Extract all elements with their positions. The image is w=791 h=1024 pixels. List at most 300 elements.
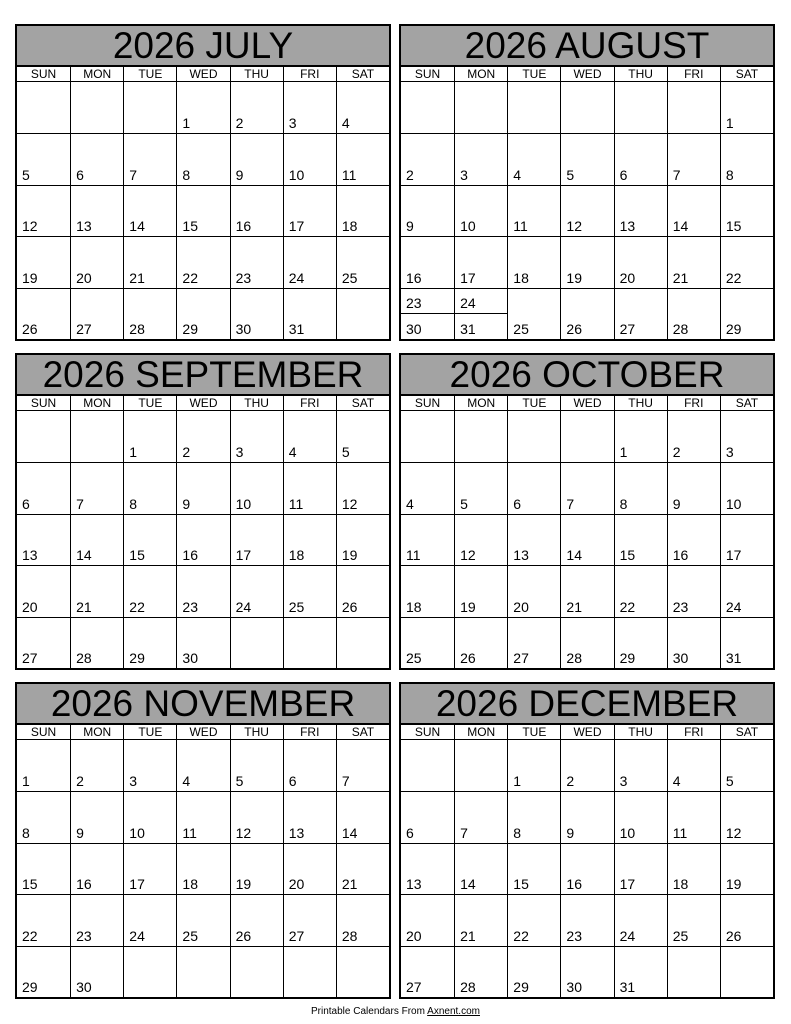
- day-number: 7: [460, 824, 468, 841]
- day-cell: [70, 82, 123, 133]
- month-grid: [399, 396, 775, 670]
- day-number: 12: [235, 824, 252, 841]
- day-cell: [336, 411, 389, 462]
- day-number: 27: [513, 650, 529, 666]
- day-cell: [614, 133, 667, 184]
- day-cell: [17, 462, 70, 513]
- day-cell: [401, 82, 454, 133]
- day-cell: [560, 185, 613, 236]
- day-number: 18: [406, 598, 422, 615]
- weekday-header: FRI: [283, 396, 336, 411]
- day-number: 12: [725, 824, 742, 841]
- day-cell: [507, 791, 560, 842]
- day-number: 18: [288, 547, 305, 564]
- day-number: 24: [725, 598, 742, 615]
- day-cell: [560, 411, 613, 462]
- day-number: 11: [406, 547, 421, 564]
- day-cell: [560, 791, 613, 842]
- day-cell: [123, 462, 176, 513]
- day-number: 8: [129, 495, 138, 512]
- day-number: 30: [182, 650, 198, 666]
- day-cell: [720, 133, 773, 184]
- day-number: 5: [725, 773, 734, 790]
- day-number: 31: [619, 979, 636, 995]
- day-number: 2: [566, 773, 575, 790]
- day-number: 4: [341, 115, 350, 132]
- day-number: 25: [288, 598, 305, 615]
- day-cell: [507, 617, 560, 668]
- day-number: 22: [129, 598, 145, 615]
- day-cell: [70, 740, 123, 791]
- day-cell: [720, 791, 773, 842]
- day-number: 3: [235, 444, 244, 461]
- day-cell: [283, 462, 336, 513]
- day-cell: [123, 236, 176, 287]
- day-cell: [336, 462, 389, 513]
- day-number: 16: [406, 269, 422, 286]
- day-number: 22: [619, 598, 636, 615]
- day-number: 4: [672, 773, 681, 790]
- day-cell: [123, 514, 176, 565]
- day-cell: [230, 843, 283, 894]
- day-cell: [560, 843, 613, 894]
- day-number: 28: [566, 650, 582, 666]
- day-number: 21: [76, 598, 92, 615]
- day-number: 6: [76, 166, 84, 183]
- weekday-header: TUE: [507, 67, 560, 82]
- day-number: 1: [513, 773, 522, 790]
- day-cell: [401, 185, 454, 236]
- day-cell: [230, 411, 283, 462]
- day-number: 1: [22, 773, 30, 790]
- day-number: 25: [513, 321, 529, 337]
- weekday-header: MON: [454, 396, 507, 411]
- day-number: 21: [341, 876, 358, 893]
- day-number: 2: [235, 115, 244, 132]
- day-cell: [614, 740, 667, 791]
- day-number: 30: [672, 650, 689, 666]
- day-cell: [560, 462, 613, 513]
- day-cell: [667, 133, 720, 184]
- day-number: 20: [406, 927, 422, 944]
- day-number: 28: [672, 321, 689, 337]
- weekday-header: THU: [230, 67, 283, 82]
- day-cell: [667, 185, 720, 236]
- day-cell: [454, 617, 507, 668]
- day-number: 27: [406, 979, 422, 995]
- day-cell: [614, 946, 667, 997]
- weekday-header: SUN: [401, 67, 454, 82]
- day-number: 30: [76, 979, 92, 995]
- day-number: 5: [460, 495, 468, 512]
- day-number: 3: [129, 773, 138, 790]
- day-cell: [507, 185, 560, 236]
- day-cell: [70, 288, 123, 339]
- day-cell: [176, 462, 229, 513]
- day-number: 22: [182, 269, 198, 286]
- day-cell: [560, 565, 613, 616]
- day-cell: [176, 946, 229, 997]
- day-cell: [507, 946, 560, 997]
- day-cell: [614, 288, 667, 339]
- day-number: 27: [76, 321, 92, 337]
- day-cell: [17, 894, 70, 945]
- day-number: 10: [460, 218, 476, 235]
- day-number: 30: [566, 979, 582, 995]
- day-cell: [336, 236, 389, 287]
- day-cell: [283, 133, 336, 184]
- day-number: 11: [513, 218, 528, 235]
- weekday-header: MON: [454, 725, 507, 740]
- day-cell: [560, 288, 613, 339]
- day-cell: [283, 565, 336, 616]
- day-cell: [401, 288, 454, 339]
- day-cell: [401, 946, 454, 997]
- day-cell: [507, 288, 560, 339]
- day-cell: [283, 617, 336, 668]
- day-number: 17: [460, 269, 476, 286]
- day-number: 6: [22, 495, 30, 512]
- day-number: 16: [672, 547, 689, 564]
- day-cell: [123, 617, 176, 668]
- day-cell: [17, 617, 70, 668]
- day-cell: [507, 411, 560, 462]
- day-cell: [283, 236, 336, 287]
- day-number: 9: [235, 166, 244, 183]
- day-number: 22: [725, 269, 742, 286]
- day-number: 6: [288, 773, 297, 790]
- month-grid: [399, 67, 775, 341]
- day-cell: [667, 946, 720, 997]
- day-cell: [123, 411, 176, 462]
- day-cell: [401, 617, 454, 668]
- day-number: 26: [725, 927, 742, 944]
- day-cell: [123, 740, 176, 791]
- day-cell: [454, 82, 507, 133]
- day-cell: [283, 288, 336, 339]
- weekday-header: TUE: [123, 396, 176, 411]
- weekday-header: SAT: [336, 725, 389, 740]
- day-number: 7: [129, 166, 138, 183]
- day-cell: [70, 843, 123, 894]
- day-cell: [667, 236, 720, 287]
- weekday-header: MON: [70, 67, 123, 82]
- day-number: 10: [725, 495, 742, 512]
- day-number: 11: [182, 824, 197, 841]
- day-cell: [176, 411, 229, 462]
- day-cell: [336, 288, 389, 339]
- day-cell: [401, 236, 454, 287]
- day-cell: [454, 185, 507, 236]
- day-number: 4: [513, 166, 522, 183]
- day-number: 10: [619, 824, 636, 841]
- day-number: 1: [725, 115, 734, 132]
- day-number: 14: [129, 218, 145, 235]
- day-number: 21: [129, 269, 145, 286]
- day-cell: [507, 740, 560, 791]
- day-number: 29: [182, 321, 198, 337]
- weekday-header: SAT: [336, 67, 389, 82]
- day-number: 18: [182, 876, 198, 893]
- day-number: 9: [76, 824, 84, 841]
- day-number: 13: [22, 547, 38, 564]
- day-cell: [17, 740, 70, 791]
- day-number: 29: [619, 650, 636, 666]
- footer-link[interactable]: Axnent.com: [427, 1006, 480, 1017]
- day-number: 10: [129, 824, 145, 841]
- day-number: 24: [288, 269, 305, 286]
- day-cell: [667, 740, 720, 791]
- day-cell: [454, 894, 507, 945]
- day-cell: [230, 82, 283, 133]
- day-cell: [667, 82, 720, 133]
- day-cell: [283, 514, 336, 565]
- day-number: 19: [22, 269, 38, 286]
- day-number: 25: [182, 927, 198, 944]
- weekday-header: TUE: [123, 67, 176, 82]
- day-number: 5: [235, 773, 244, 790]
- day-number: 23: [76, 927, 92, 944]
- day-cell: [667, 411, 720, 462]
- day-cell: [667, 617, 720, 668]
- day-cell: [401, 411, 454, 462]
- weekday-header: WED: [176, 725, 229, 740]
- day-cell: [283, 791, 336, 842]
- day-cell: [17, 236, 70, 287]
- day-cell: [230, 740, 283, 791]
- day-number: 26: [235, 927, 252, 944]
- weekday-header: WED: [176, 67, 229, 82]
- day-number: 5: [341, 444, 350, 461]
- day-number: 19: [235, 876, 252, 893]
- day-cell: [560, 617, 613, 668]
- day-cell: [123, 946, 176, 997]
- day-number: 14: [566, 547, 582, 564]
- day-cell: [614, 565, 667, 616]
- weekday-header: MON: [70, 396, 123, 411]
- day-cell: [454, 740, 507, 791]
- day-cell: [507, 133, 560, 184]
- day-cell: [336, 617, 389, 668]
- day-number: 31: [288, 321, 305, 337]
- day-number: 8: [22, 824, 30, 841]
- day-number: 6: [619, 166, 628, 183]
- day-cell: [283, 740, 336, 791]
- weekday-header: SAT: [720, 725, 773, 740]
- day-cell: [401, 894, 454, 945]
- day-cell: [507, 236, 560, 287]
- weekday-header: WED: [560, 67, 613, 82]
- day-cell: [614, 411, 667, 462]
- day-cell: [283, 894, 336, 945]
- day-cell: [401, 791, 454, 842]
- day-cell: [336, 185, 389, 236]
- day-number: 31: [725, 650, 742, 666]
- weekday-header: MON: [70, 725, 123, 740]
- month-title: 2026 NOVEMBER: [15, 682, 391, 725]
- day-cell: [70, 236, 123, 287]
- day-number: 2: [406, 166, 414, 183]
- weekday-header: TUE: [507, 396, 560, 411]
- day-number: 2: [672, 444, 681, 461]
- day-number: 7: [672, 166, 681, 183]
- day-cell: [667, 514, 720, 565]
- day-cell: [614, 462, 667, 513]
- day-number: 23: [235, 269, 252, 286]
- day-cell: [560, 514, 613, 565]
- day-number: 15: [22, 876, 38, 893]
- day-cell: [560, 236, 613, 287]
- weekday-header: WED: [176, 396, 229, 411]
- day-cell: [667, 565, 720, 616]
- weekday-header: FRI: [667, 725, 720, 740]
- month-calendar: [15, 24, 391, 341]
- day-cell: [507, 894, 560, 945]
- weekday-header: THU: [614, 396, 667, 411]
- day-number: 9: [406, 218, 414, 235]
- weekday-header: THU: [614, 725, 667, 740]
- day-number: 24: [460, 294, 476, 311]
- day-cell: [17, 843, 70, 894]
- month-calendar: [399, 24, 775, 341]
- day-number: 14: [460, 876, 476, 893]
- day-cell: [507, 82, 560, 133]
- weekday-header: SAT: [720, 67, 773, 82]
- weekday-header: FRI: [283, 725, 336, 740]
- day-cell: [70, 565, 123, 616]
- weekday-header: THU: [230, 725, 283, 740]
- day-cell: [17, 514, 70, 565]
- day-cell: [17, 565, 70, 616]
- day-number: 12: [22, 218, 38, 235]
- day-number: 10: [288, 166, 305, 183]
- day-number: 12: [460, 547, 476, 564]
- day-number: 19: [566, 269, 582, 286]
- day-cell: [560, 740, 613, 791]
- month-title: 2026 SEPTEMBER: [15, 353, 391, 396]
- month-grid: [15, 67, 391, 341]
- day-number: 11: [672, 824, 688, 841]
- day-number: 13: [619, 218, 636, 235]
- day-number: 30: [406, 321, 422, 337]
- day-number: 15: [725, 218, 742, 235]
- day-cell: [70, 791, 123, 842]
- day-number: 17: [288, 218, 305, 235]
- weekday-header: SAT: [336, 396, 389, 411]
- day-cell: [123, 843, 176, 894]
- day-cell: [230, 946, 283, 997]
- day-cell: [401, 565, 454, 616]
- day-cell: [667, 288, 720, 339]
- day-number: 25: [341, 269, 358, 286]
- day-number: 24: [129, 927, 145, 944]
- day-cell: [230, 133, 283, 184]
- day-number: 26: [341, 598, 358, 615]
- weekday-header: TUE: [123, 725, 176, 740]
- day-cell: [123, 288, 176, 339]
- day-number: 2: [182, 444, 191, 461]
- day-number: 14: [341, 824, 358, 841]
- day-number: 13: [513, 547, 529, 564]
- day-number: 28: [460, 979, 476, 995]
- day-cell: [17, 791, 70, 842]
- day-cell: [230, 185, 283, 236]
- day-cell: [123, 791, 176, 842]
- day-number: 16: [566, 876, 582, 893]
- day-number: 20: [76, 269, 92, 286]
- day-number: 12: [341, 495, 358, 512]
- day-cell: [176, 894, 229, 945]
- day-number: 27: [22, 650, 38, 666]
- day-number: 16: [182, 547, 198, 564]
- month-title: 2026 DECEMBER: [399, 682, 775, 725]
- day-number: 11: [288, 495, 304, 512]
- day-cell-split: [455, 289, 507, 314]
- day-number: 14: [76, 547, 92, 564]
- day-cell: [17, 946, 70, 997]
- day-cell: [176, 843, 229, 894]
- day-number: 29: [22, 979, 38, 995]
- day-cell: [720, 894, 773, 945]
- month-calendar: [15, 682, 391, 999]
- day-cell: [176, 82, 229, 133]
- month-grid: [399, 725, 775, 999]
- day-cell: [70, 617, 123, 668]
- day-cell: [720, 411, 773, 462]
- day-cell: [70, 462, 123, 513]
- month-calendar: [399, 682, 775, 999]
- month-title: 2026 OCTOBER: [399, 353, 775, 396]
- day-cell: [720, 82, 773, 133]
- day-number: 17: [725, 547, 742, 564]
- day-cell: [720, 843, 773, 894]
- day-cell: [720, 565, 773, 616]
- day-cell: [17, 133, 70, 184]
- day-cell: [614, 185, 667, 236]
- day-number: 20: [22, 598, 38, 615]
- day-number: 8: [619, 495, 628, 512]
- day-cell: [336, 82, 389, 133]
- day-cell: [123, 894, 176, 945]
- day-number: 24: [619, 927, 636, 944]
- day-cell: [230, 462, 283, 513]
- day-cell: [176, 791, 229, 842]
- day-number: 17: [235, 547, 252, 564]
- day-number: 15: [619, 547, 636, 564]
- day-cell: [176, 133, 229, 184]
- day-cell: [176, 185, 229, 236]
- day-number: 18: [513, 269, 529, 286]
- day-number: 28: [341, 927, 358, 944]
- day-number: 5: [566, 166, 575, 183]
- day-cell: [176, 617, 229, 668]
- day-number: 16: [76, 876, 92, 893]
- day-cell: [230, 565, 283, 616]
- weekday-header: WED: [560, 396, 613, 411]
- day-number: 29: [725, 321, 742, 337]
- day-cell: [176, 740, 229, 791]
- day-cell: [230, 236, 283, 287]
- day-cell: [176, 236, 229, 287]
- day-cell: [230, 791, 283, 842]
- day-cell: [17, 185, 70, 236]
- day-number: 15: [129, 547, 145, 564]
- day-cell: [176, 514, 229, 565]
- day-number: 21: [672, 269, 689, 286]
- day-cell: [560, 894, 613, 945]
- day-number: 9: [566, 824, 575, 841]
- weekday-header: THU: [230, 396, 283, 411]
